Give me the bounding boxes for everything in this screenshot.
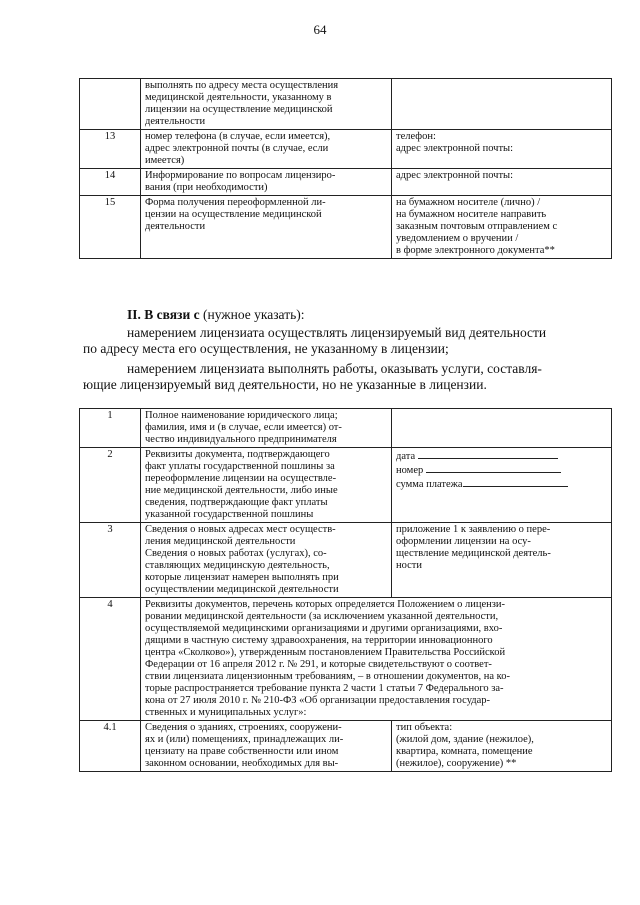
row-value-cell <box>392 523 612 598</box>
row-value-cell[interactable] <box>392 130 612 169</box>
text-line: намерением лицензиата выполнять работы, оказывать услуги, составля- <box>127 361 542 376</box>
email-field-label: адрес электронной почты: <box>396 143 514 154</box>
page-number: 64 <box>313 22 327 37</box>
row-number-cell: 1 <box>80 409 141 448</box>
row-label-cell <box>141 721 392 772</box>
text-line: сведения, подтверждающие факт уплаты <box>145 497 328 508</box>
row-value-cell[interactable] <box>392 196 612 259</box>
table-row <box>80 196 612 259</box>
date-field[interactable] <box>396 449 607 463</box>
amount-label: сумма платежа <box>396 479 463 490</box>
text-line: которые лицензиат намерен выполнять при <box>145 572 339 583</box>
text-line: (жилой дом, здание (нежилое), <box>396 734 534 745</box>
number-label: номер <box>396 465 424 476</box>
row-label-cell <box>141 523 392 598</box>
text-line: деятельности <box>145 116 206 127</box>
text-line: фамилия, имя и (в случае, если имеется) от- <box>145 422 342 433</box>
text-line: намерением лицензиата осуществлять лицензируемый вид деятельности <box>127 325 547 340</box>
text-line: законном основании, необходимых для вы- <box>145 758 339 769</box>
text-line: дящими в частную систему здравоохранения, на территории инновационного <box>145 635 493 646</box>
text-line: кона от 27 июля 2010 г. № 210-ФЗ «Об организации предоставления государ- <box>145 695 491 706</box>
row-label-cell <box>141 169 392 196</box>
row-label-cell <box>141 130 392 169</box>
text-line: тип объекта: <box>396 722 453 733</box>
row-number-cell <box>80 79 141 130</box>
row-value-cell[interactable] <box>392 409 612 448</box>
text-line: ющие лицензируемый вид деятельности, но не указанные в лицензии. <box>83 377 487 392</box>
text-line: ществление медицинской деятель- <box>396 548 551 559</box>
row-number-cell: 14 <box>80 169 141 196</box>
text-line: оформлении лицензии на осу- <box>396 536 531 547</box>
text-line: переоформление лицензии на осуществле- <box>145 473 337 484</box>
text-line: ние медицинской деятельности, либо иные <box>145 485 338 496</box>
text-line: Реквизиты документов, перечень которых определяется Положением о лицензи- <box>145 599 505 610</box>
form-table-2 <box>79 408 612 772</box>
reason-option-1[interactable] <box>83 325 609 357</box>
table-row <box>80 721 612 772</box>
text-line: Сведения о новых работах (услугах), со- <box>145 548 327 559</box>
text-line: осуществляемой медицинскими организациями и другими организациями, вхо- <box>145 623 503 634</box>
row-number-cell: 13 <box>80 130 141 169</box>
text-line: ях и (или) помещениях, принадлежащих ли- <box>145 734 344 745</box>
text-line: чество индивидуального предпринимателя <box>145 434 337 445</box>
text-line: Полное наименование юридического лица; <box>145 410 338 421</box>
text-line: Федерации от 16 апреля 2012 г. № 291, и которые свидетельствуют о соответ- <box>145 659 492 670</box>
amount-field[interactable] <box>396 477 607 491</box>
row-label-cell <box>141 79 392 130</box>
form-table-1 <box>79 78 612 259</box>
table-row <box>80 79 612 130</box>
row-number-cell: 15 <box>80 196 141 259</box>
email-field-label: адрес электронной почты: <box>396 170 514 181</box>
delivery-option: заказным почтовым отправлением с <box>396 221 558 232</box>
number-field[interactable] <box>396 463 607 477</box>
text-line: ствии лицензиата лицензионным требованиям, – в отношении документов, на ко- <box>145 671 510 682</box>
text-line: номер телефона (в случае, если имеется), <box>145 131 331 142</box>
text-line: ственных и муниципальных услуг»: <box>145 707 307 718</box>
row-text-cell <box>141 598 612 721</box>
row-value-cell[interactable] <box>392 79 612 130</box>
text-line: указанной государственной пошлины <box>145 509 314 520</box>
text-line: приложение 1 к заявлению о пере- <box>396 524 551 535</box>
text-line: Реквизиты документа, подтверждающего <box>145 449 330 460</box>
text-line: адрес электронной почты (в случае, если <box>145 143 329 154</box>
text-line: Форма получения переоформленной ли- <box>145 197 326 208</box>
text-line: центра «Сколково»), утвержденным постановлением Правительства Российской <box>145 647 506 658</box>
section-heading <box>83 307 609 323</box>
table-row <box>80 523 612 598</box>
date-input-line[interactable] <box>418 449 558 459</box>
table-row <box>80 169 612 196</box>
text-line: медицинской деятельности, указанному в <box>145 92 332 103</box>
text-line: Сведения о зданиях, строениях, сооружени- <box>145 722 342 733</box>
delivery-option: на бумажном носителе (лично) / <box>396 197 541 208</box>
phone-field-label: телефон: <box>396 131 436 142</box>
table-row <box>80 409 612 448</box>
text-line: выполнять по адресу места осуществления <box>145 80 339 91</box>
delivery-option: в форме электронного документа** <box>396 245 555 256</box>
number-input-line[interactable] <box>426 463 561 473</box>
text-line: осуществлении медицинской деятельности <box>145 584 339 595</box>
text-line: цензиату на праве собственности или ином <box>145 746 339 757</box>
text-line: ровании медицинской деятельности (за исключением указанной деятельности, <box>145 611 499 622</box>
reason-option-2[interactable] <box>83 361 609 393</box>
row-number-cell: 2 <box>80 448 141 523</box>
section-heading-rest: (нужное указать): <box>199 307 305 322</box>
text-line: деятельности <box>145 221 206 232</box>
text-line: ставляющих медицинскую деятельность, <box>145 560 330 571</box>
row-value-cell[interactable] <box>392 721 612 772</box>
delivery-option: на бумажном носителе направить <box>396 209 547 220</box>
text-line: лицензии на осуществление медицинской <box>145 104 333 115</box>
row-value-cell <box>392 448 612 523</box>
text-line: ности <box>396 560 422 571</box>
row-number-cell: 4 <box>80 598 141 721</box>
text-line: по адресу места его осуществления, не указанному в лицензии; <box>83 341 449 356</box>
table-row <box>80 130 612 169</box>
row-value-cell[interactable] <box>392 169 612 196</box>
row-label-cell <box>141 409 392 448</box>
text-line: Сведения о новых адресах мест осуществ- <box>145 524 336 535</box>
text-line: ления медицинской деятельности <box>145 536 296 547</box>
text-line: торые распространяется требование пункта 2 части 1 статьи 7 Федерального за- <box>145 683 504 694</box>
table-row <box>80 598 612 721</box>
delivery-option: уведомлением о вручении / <box>396 233 519 244</box>
table-row <box>80 448 612 523</box>
section-heading-bold: II. В связи с <box>127 307 200 322</box>
text-line: факт уплаты государственной пошлины за <box>145 461 335 472</box>
row-label-cell <box>141 196 392 259</box>
row-label-cell <box>141 448 392 523</box>
row-number-cell: 4.1 <box>80 721 141 772</box>
text-line: имеется) <box>145 155 185 166</box>
row-number-cell: 3 <box>80 523 141 598</box>
text-line: квартира, комната, помещение <box>396 746 533 757</box>
text-line: вания (при необходимости) <box>145 182 268 193</box>
text-line: Информирование по вопросам лицензиро- <box>145 170 336 181</box>
amount-input-line[interactable] <box>463 477 568 487</box>
date-label: дата <box>396 451 416 462</box>
text-line: цензии на осуществление медицинской <box>145 209 322 220</box>
text-line: (нежилое), сооружение) ** <box>396 758 517 769</box>
